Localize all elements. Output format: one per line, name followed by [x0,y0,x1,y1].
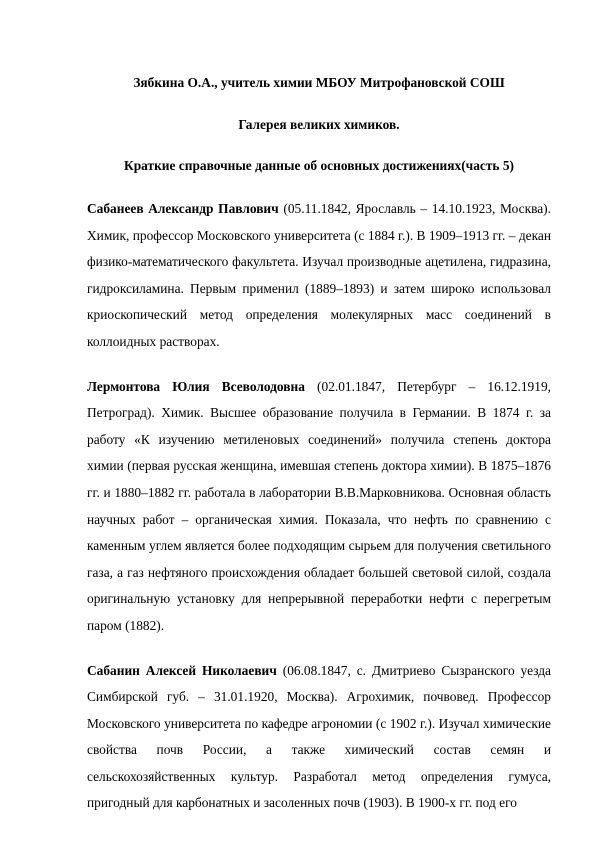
document-subtitle: Краткие справочные данные об основных достижениях(часть 5) [123,158,514,173]
entry-text: (05.11.1842, Ярославль – 14.10.1923, Москва). Химик, профессор Московского университета (с 1884 г.). В 1909–1913 гг. – декан физико-математического факультета. Изучал производные ацетилена, гидразина, гидроксиламина. Первым применил (1889–1893) и затем широко использовал криоскопический метод определения молекулярных масс соединений в коллоидных растворах. [87,201,551,349]
entry-text: (02.01.1847, Петербург – 16.12.1919, Петроград). Химик. Высшее образование получила в Германии. В 1874 г. за работу «К изучению метиленовых соединений» получила степень доктора химии (первая русская женщина, имевшая степень доктора химии). В 1875–1876 гг. и 1880–1882 гг. работала в лаборатории В.В.Марковникова. Основная область научных работ – органическая химия. Показала, что нефть по сравнению с каменным углем является более подходящим сырьем для получения светильного газа, а газ нефтяного происхождения обладает большей световой силой, создала оригинальную установку для непрерывной переработки нефти с перегретым паром (1882). [87,378,551,633]
entry-name: Лермонтова Юлия Всеволодовна [87,378,305,394]
entry-name: Сабанин Алексей Николаевич [87,662,277,678]
document-title: Галерея великих химиков. [238,117,400,132]
entry-lermontova [87,374,551,640]
entry-name: Сабанеев Александр Павлович [87,201,279,216]
entry-sabaneev [87,196,551,356]
entry-sabanin [87,658,551,818]
entry-text: (06.08.1847, с. Дмитриево Сызранского уезда Симбирской губ. – 31.01.1920, Москва). Агрохимик, почвовед. Профессор Московского университета по кафедре агрономии (с 1902 г.). Изучал химические свойства почв России, а также химический состав семян и сельскохозяйственных культур. Разработал метод определения гумуса, пригодный для карбонатных и засоленных почв (1903). В 1900-х гг. под его [87,662,551,811]
author-line: Зябкина О.А., учитель химии МБОУ Митрофановской СОШ [133,75,505,90]
